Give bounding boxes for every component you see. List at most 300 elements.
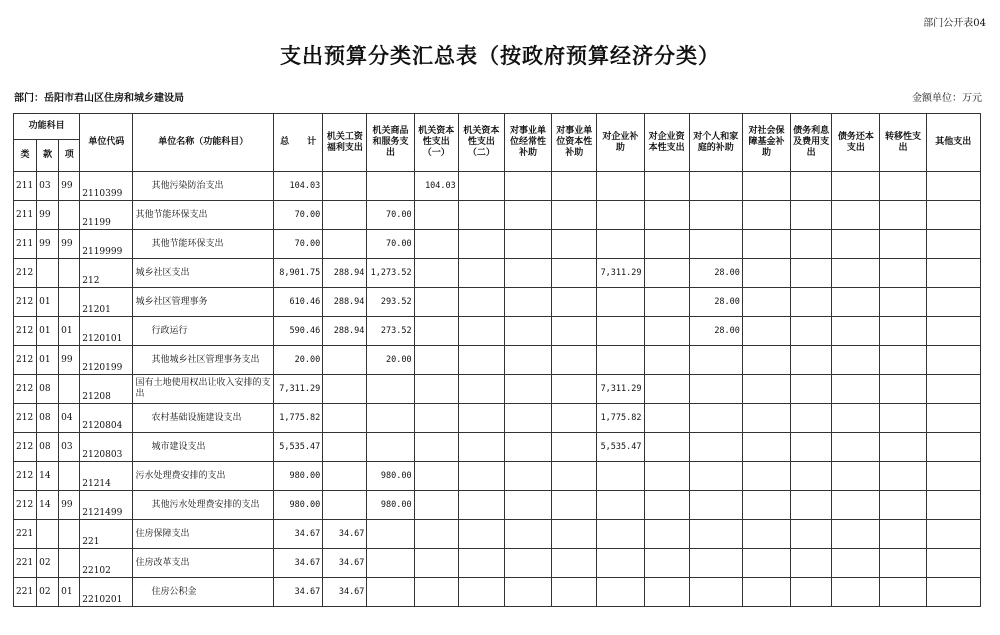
header-col: 对企业补助 [597,114,644,172]
table-row [14,259,981,288]
cell-amount [689,520,742,549]
cell-xiang [59,462,80,491]
cell-lei: 212 [14,346,37,375]
cell-amount [926,433,980,462]
cell-amount [791,375,832,404]
cell-amount [414,201,458,230]
cell-xiang [59,375,80,404]
cell-amount [791,288,832,317]
cell-amount: 293.52 [367,288,414,317]
cell-kuan: 01 [37,288,59,317]
cell-amount [742,578,790,607]
cell-amount [552,578,597,607]
cell-amount [367,549,414,578]
cell-amount [597,317,644,346]
cell-unit-code: 21199 [80,201,133,230]
table-row [14,288,981,317]
cell-amount [552,404,597,433]
cell-amount [552,375,597,404]
cell-amount [644,288,689,317]
cell-amount [644,549,689,578]
cell-amount [832,404,880,433]
cell-unit-name: 其他节能环保支出 [133,230,274,259]
cell-unit-name: 住房保障支出 [133,520,274,549]
cell-amount [832,578,880,607]
header-col: 对事业单位经常性补助 [504,114,551,172]
cell-amount [504,578,551,607]
cell-amount [926,578,980,607]
cell-amount [742,259,790,288]
cell-amount [791,462,832,491]
cell-amount [880,433,926,462]
cell-amount [504,549,551,578]
cell-amount [644,491,689,520]
table-row [14,549,981,578]
cell-amount [458,201,504,230]
cell-amount [791,404,832,433]
cell-amount [832,375,880,404]
cell-amount [597,491,644,520]
cell-amount [791,520,832,549]
cell-unit-name: 行政运行 [133,317,274,346]
cell-lei: 221 [14,549,37,578]
cell-unit-code: 22102 [80,549,133,578]
cell-unit-code: 21208 [80,375,133,404]
cell-amount [926,201,980,230]
cell-amount [597,578,644,607]
cell-amount [742,230,790,259]
cell-xiang: 99 [59,491,80,520]
cell-amount [742,201,790,230]
cell-amount [552,230,597,259]
table-row [14,520,981,549]
cell-total: 70.00 [274,201,323,230]
cell-amount [597,346,644,375]
cell-lei: 211 [14,201,37,230]
cell-amount [367,375,414,404]
cell-amount: 70.00 [367,201,414,230]
cell-unit-code: 2120101 [80,317,133,346]
cell-amount [832,462,880,491]
cell-amount [644,230,689,259]
header-xiang: 项 [59,140,80,172]
cell-amount [504,172,551,201]
cell-lei: 212 [14,433,37,462]
cell-kuan: 14 [37,462,59,491]
cell-amount [880,317,926,346]
cell-lei: 221 [14,578,37,607]
cell-amount [926,172,980,201]
cell-amount [832,491,880,520]
header-func-group: 功能科目 [14,114,80,140]
form-code: 部门公开表04 [923,18,986,29]
cell-amount [742,520,790,549]
cell-amount [458,578,504,607]
cell-lei: 212 [14,404,37,433]
cell-amount [742,288,790,317]
cell-amount [552,201,597,230]
cell-unit-name: 城乡社区管理事务 [133,288,274,317]
cell-xiang: 99 [59,230,80,259]
cell-amount [880,346,926,375]
table-row [14,346,981,375]
table-row [14,491,981,520]
cell-amount [552,549,597,578]
cell-amount [880,404,926,433]
cell-amount [832,549,880,578]
cell-total: 610.46 [274,288,323,317]
cell-amount [689,578,742,607]
cell-amount [644,375,689,404]
cell-amount [458,491,504,520]
cell-total: 8,901.75 [274,259,323,288]
cell-xiang [59,520,80,549]
cell-lei: 212 [14,317,37,346]
cell-unit-name: 城市建设支出 [133,433,274,462]
cell-amount [597,462,644,491]
cell-amount [458,375,504,404]
cell-lei: 211 [14,172,37,201]
cell-unit-code: 2121499 [80,491,133,520]
cell-unit-code: 2110399 [80,172,133,201]
cell-amount: 1,273.52 [367,259,414,288]
department-label: 部门：岳阳市君山区住房和城乡建设局 [14,93,184,104]
cell-total: 590.46 [274,317,323,346]
cell-amount [644,259,689,288]
cell-total: 980.00 [274,462,323,491]
cell-unit-name: 其他节能环保支出 [133,201,274,230]
cell-amount [742,433,790,462]
cell-amount [832,201,880,230]
cell-amount [552,346,597,375]
cell-amount: 20.00 [367,346,414,375]
cell-amount: 34.67 [323,578,367,607]
cell-unit-code: 2120199 [80,346,133,375]
cell-amount [926,462,980,491]
cell-amount: 980.00 [367,462,414,491]
cell-amount [644,520,689,549]
cell-unit-code: 221 [80,520,133,549]
cell-amount [367,433,414,462]
header-col: 机关资本性支出（一） [414,114,458,172]
cell-amount: 34.67 [323,549,367,578]
cell-amount [926,491,980,520]
cell-amount [458,230,504,259]
cell-amount: 288.94 [323,288,367,317]
cell-amount: 28.00 [689,317,742,346]
cell-amount [832,172,880,201]
cell-amount: 288.94 [323,259,367,288]
cell-amount [791,578,832,607]
cell-amount: 7,311.29 [597,375,644,404]
header-col: 债务还本支出 [832,114,880,172]
cell-amount [742,375,790,404]
cell-unit-name: 其他污染防治支出 [133,172,274,201]
cell-amount [458,259,504,288]
table-row [14,375,981,404]
cell-amount [644,317,689,346]
cell-amount [414,520,458,549]
cell-xiang: 03 [59,433,80,462]
cell-xiang [59,549,80,578]
cell-amount [644,172,689,201]
cell-amount [880,172,926,201]
header-kuan: 款 [37,140,59,172]
table-row [14,578,981,607]
cell-amount [504,259,551,288]
cell-unit-name: 其他城乡社区管理事务支出 [133,346,274,375]
cell-amount [414,404,458,433]
cell-amount [644,462,689,491]
cell-amount [414,317,458,346]
cell-amount [458,462,504,491]
cell-amount [504,317,551,346]
cell-kuan: 02 [37,578,59,607]
cell-amount [323,491,367,520]
cell-amount [458,549,504,578]
cell-amount [323,375,367,404]
cell-amount [926,230,980,259]
cell-unit-code: 21201 [80,288,133,317]
cell-amount [414,346,458,375]
cell-amount [597,201,644,230]
cell-amount [689,549,742,578]
cell-lei: 212 [14,375,37,404]
cell-amount [926,288,980,317]
cell-amount [552,172,597,201]
table-row [14,172,981,201]
cell-amount [367,404,414,433]
cell-amount [926,317,980,346]
cell-amount [414,433,458,462]
cell-amount [323,172,367,201]
cell-amount [504,375,551,404]
cell-amount [742,317,790,346]
cell-amount: 980.00 [367,491,414,520]
cell-amount [880,520,926,549]
cell-amount [742,172,790,201]
cell-amount [458,404,504,433]
cell-amount: 273.52 [367,317,414,346]
cell-amount [926,259,980,288]
header-col: 对企业资本性支出 [644,114,689,172]
cell-amount [552,462,597,491]
cell-unit-name: 其他污水处理费安排的支出 [133,491,274,520]
cell-amount [414,230,458,259]
cell-lei: 212 [14,259,37,288]
page-title: 支出预算分类汇总表（按政府预算经济分类） [280,43,720,68]
header-col: 对事业单位资本性补助 [552,114,597,172]
cell-amount [323,433,367,462]
cell-kuan [37,520,59,549]
cell-amount [742,404,790,433]
cell-amount [742,491,790,520]
cell-amount [504,462,551,491]
cell-amount [791,172,832,201]
cell-total: 7,311.29 [274,375,323,404]
cell-amount [552,491,597,520]
cell-xiang [59,288,80,317]
cell-amount [458,317,504,346]
cell-lei: 212 [14,462,37,491]
cell-amount [504,404,551,433]
cell-total: 70.00 [274,230,323,259]
header-total: 总 计 [274,114,323,172]
cell-amount [644,404,689,433]
cell-unit-name: 住房公积金 [133,578,274,607]
cell-amount: 5,535.47 [597,433,644,462]
header-unit-name: 单位名称（功能科目） [133,114,274,172]
cell-amount [644,201,689,230]
header-col: 转移性支出 [880,114,926,172]
cell-amount [832,288,880,317]
cell-amount [926,520,980,549]
cell-amount: 70.00 [367,230,414,259]
cell-kuan: 01 [37,346,59,375]
cell-amount [689,375,742,404]
cell-total: 104.03 [274,172,323,201]
cell-unit-code: 2210201 [80,578,133,607]
cell-total: 34.67 [274,578,323,607]
cell-xiang: 99 [59,172,80,201]
cell-amount [414,491,458,520]
cell-amount: 1,775.82 [597,404,644,433]
cell-xiang: 01 [59,578,80,607]
cell-amount [414,549,458,578]
cell-amount [832,433,880,462]
cell-amount [367,578,414,607]
cell-amount [689,404,742,433]
cell-kuan: 08 [37,433,59,462]
cell-unit-name: 污水处理费安排的支出 [133,462,274,491]
cell-amount [832,520,880,549]
cell-amount [880,375,926,404]
cell-amount [552,288,597,317]
cell-xiang: 04 [59,404,80,433]
cell-amount [689,491,742,520]
table-row [14,317,981,346]
table-row [14,433,981,462]
cell-kuan: 99 [37,201,59,230]
cell-amount [552,520,597,549]
cell-amount [791,491,832,520]
cell-unit-code: 21214 [80,462,133,491]
cell-amount [504,288,551,317]
cell-amount [367,172,414,201]
cell-amount [504,491,551,520]
cell-amount: 7,311.29 [597,259,644,288]
header-col: 机关工资福利支出 [323,114,367,172]
cell-xiang: 99 [59,346,80,375]
cell-amount [504,433,551,462]
cell-amount [323,230,367,259]
header-col: 债务利息及费用支出 [791,114,832,172]
cell-amount [414,288,458,317]
cell-total: 34.67 [274,549,323,578]
cell-amount [458,520,504,549]
cell-lei: 221 [14,520,37,549]
cell-xiang [59,259,80,288]
cell-kuan: 99 [37,230,59,259]
cell-amount [323,346,367,375]
cell-amount [791,230,832,259]
cell-amount [791,433,832,462]
cell-amount [689,462,742,491]
cell-amount [458,172,504,201]
cell-amount [597,288,644,317]
cell-amount [323,201,367,230]
cell-amount [832,259,880,288]
cell-amount [689,433,742,462]
cell-amount [689,172,742,201]
cell-lei: 211 [14,230,37,259]
cell-amount [689,346,742,375]
cell-amount [414,462,458,491]
amount-unit-label: 金额单位：万元 [912,93,982,104]
cell-amount [597,520,644,549]
cell-amount: 28.00 [689,288,742,317]
cell-unit-name: 城乡社区支出 [133,259,274,288]
cell-amount [504,346,551,375]
cell-amount [644,346,689,375]
cell-lei: 212 [14,288,37,317]
cell-unit-name: 农村基础设施建设支出 [133,404,274,433]
cell-amount: 34.67 [323,520,367,549]
cell-amount [880,491,926,520]
cell-amount [597,172,644,201]
header-col: 对个人和家庭的补助 [689,114,742,172]
cell-amount [689,230,742,259]
cell-amount [832,230,880,259]
cell-amount [926,549,980,578]
cell-amount [597,230,644,259]
cell-amount [880,201,926,230]
cell-amount [323,404,367,433]
cell-amount [644,578,689,607]
cell-amount [832,346,880,375]
cell-amount [791,549,832,578]
cell-lei: 212 [14,491,37,520]
cell-kuan: 03 [37,172,59,201]
cell-amount [880,549,926,578]
cell-amount [504,520,551,549]
cell-total: 980.00 [274,491,323,520]
cell-amount [880,230,926,259]
cell-unit-code: 2119999 [80,230,133,259]
cell-kuan: 14 [37,491,59,520]
header-lei: 类 [14,140,37,172]
cell-amount [832,317,880,346]
cell-kuan: 02 [37,549,59,578]
cell-amount: 288.94 [323,317,367,346]
cell-amount [597,549,644,578]
cell-amount [458,346,504,375]
cell-amount [504,201,551,230]
cell-amount [791,317,832,346]
cell-amount [414,259,458,288]
table-row [14,404,981,433]
header-col: 机关商品和服务支出 [367,114,414,172]
cell-unit-code: 212 [80,259,133,288]
cell-amount [644,433,689,462]
cell-total: 5,535.47 [274,433,323,462]
cell-amount [791,201,832,230]
cell-amount [414,578,458,607]
cell-amount [458,433,504,462]
cell-amount [926,375,980,404]
cell-amount [504,230,551,259]
table-row [14,230,981,259]
